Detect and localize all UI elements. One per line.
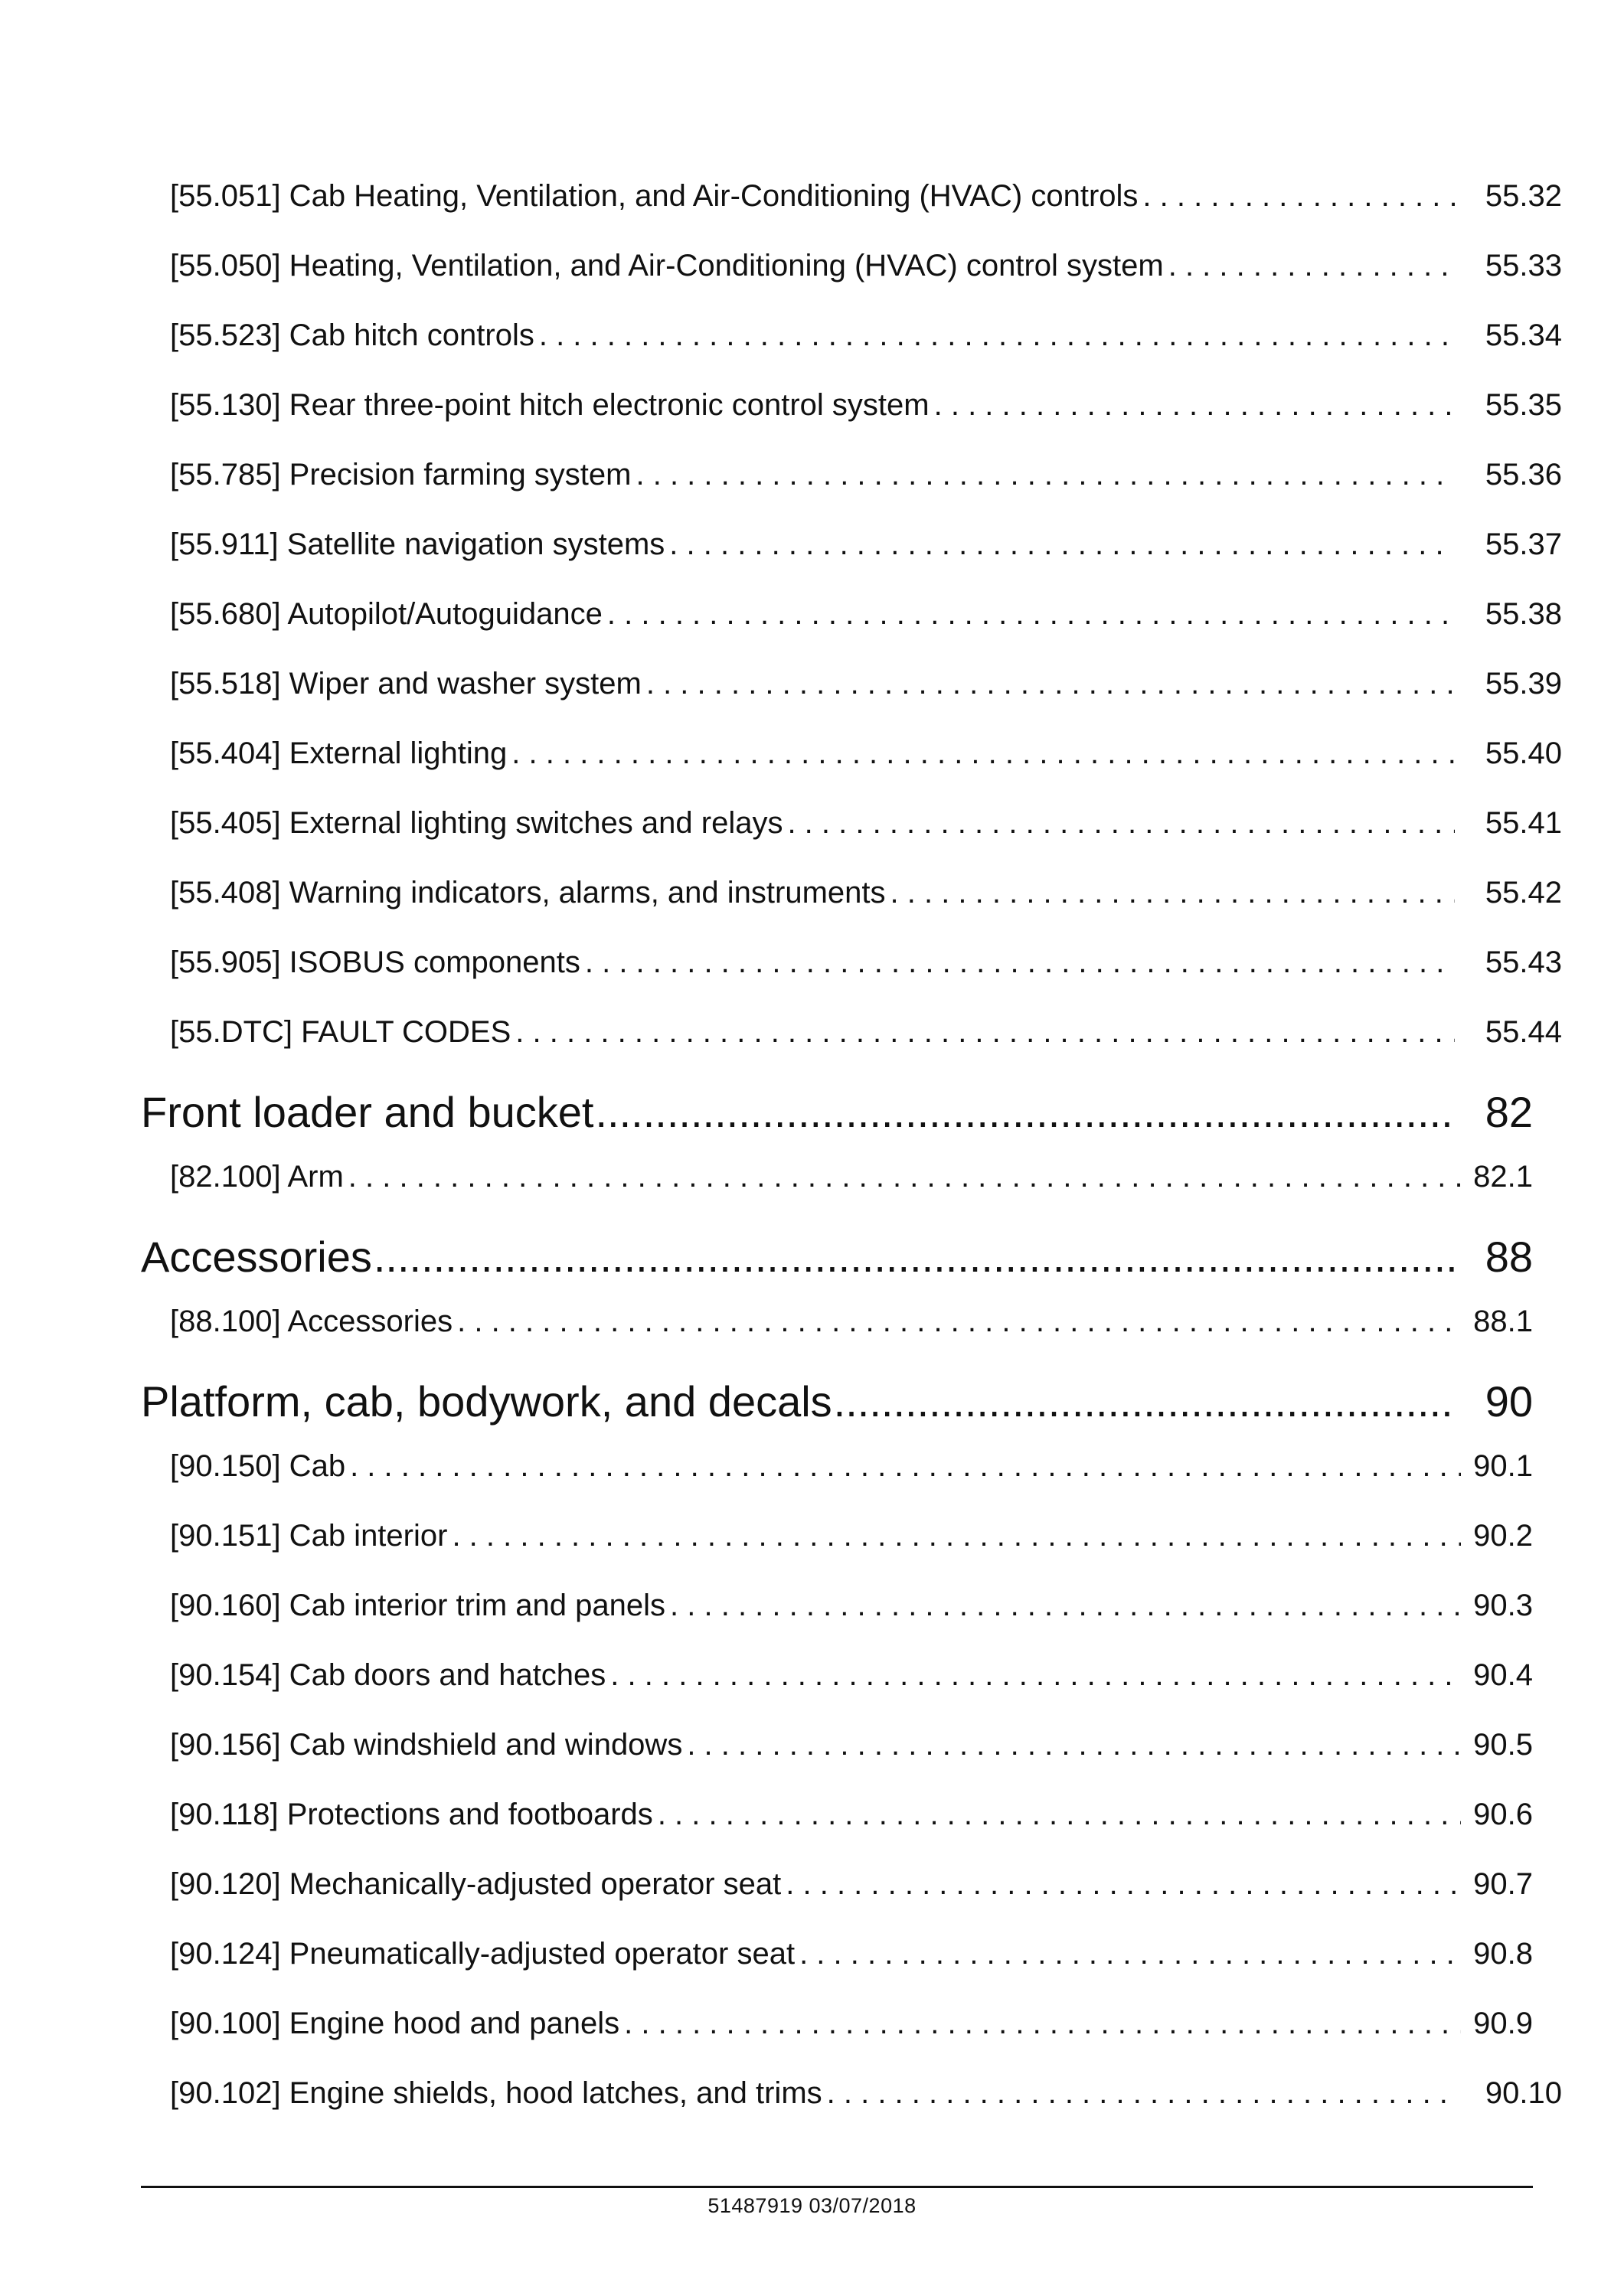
dot-leader xyxy=(890,868,1455,917)
toc-subsection-entry[interactable] xyxy=(170,520,1562,590)
toc-entry-title: [55.785] Precision farming system xyxy=(170,458,632,492)
toc-entry-title: [55.518] Wiper and washer system xyxy=(170,667,642,701)
footer-document-id: 51487919 03/07/2018 xyxy=(707,2194,917,2217)
toc-subsection-entry[interactable] xyxy=(170,1999,1533,2069)
toc-subsection-entry[interactable] xyxy=(170,1720,1533,1790)
toc-subsection-entry[interactable] xyxy=(170,1511,1533,1581)
dot-leader xyxy=(350,1442,1461,1491)
dot-leader xyxy=(595,1079,1455,1146)
toc-page-number: 90.9 xyxy=(1473,2007,1533,2040)
toc-subsection-entry[interactable] xyxy=(170,868,1562,938)
toc-entry-title: [90.156] Cab windshield and windows xyxy=(170,1728,683,1762)
toc-entry-title: [55.680] Autopilot/Autoguidance xyxy=(170,597,603,631)
toc-entry-title: [55.050] Heating, Ventilation, and Air-Conditioning (HVAC) control system xyxy=(170,249,1164,283)
toc-entry-title: [90.150] Cab xyxy=(170,1449,346,1483)
toc-entry-title: [90.100] Engine hood and panels xyxy=(170,2007,620,2040)
toc-page-number: 90.6 xyxy=(1473,1798,1533,1831)
toc-entry-title: [90.160] Cab interior trim and panels xyxy=(170,1589,666,1622)
toc-section-entry[interactable] xyxy=(141,1079,1533,1152)
dot-leader xyxy=(786,1860,1461,1909)
toc-entry-title: [88.100] Accessories xyxy=(170,1305,453,1338)
dot-leader xyxy=(669,520,1455,569)
toc-subsection-entry[interactable] xyxy=(170,450,1562,520)
toc-entry-title: [90.120] Mechanically-adjusted operator seat xyxy=(170,1867,782,1901)
toc-page-number: 55.36 xyxy=(1485,458,1562,492)
toc-entry-title: [55.404] External lighting xyxy=(170,736,508,770)
toc-entry-title: Platform, cab, bodywork, and decals xyxy=(141,1377,832,1426)
toc-entry-title: [90.151] Cab interior xyxy=(170,1519,448,1553)
toc-entry-title: [90.154] Cab doors and hatches xyxy=(170,1658,606,1692)
dot-leader xyxy=(607,590,1455,639)
toc-subsection-entry[interactable] xyxy=(170,1651,1533,1720)
toc-entry-title: Front loader and bucket xyxy=(141,1088,594,1136)
dot-leader xyxy=(457,1297,1461,1346)
dot-leader xyxy=(658,1790,1461,1839)
toc-entry-title: [90.124] Pneumatically-adjusted operator seat xyxy=(170,1937,796,1971)
dot-leader xyxy=(585,938,1455,987)
toc-page-number: 90.8 xyxy=(1473,1937,1533,1971)
toc-page-number: 55.38 xyxy=(1485,597,1562,631)
toc-subsection-entry[interactable] xyxy=(170,1297,1533,1367)
dot-leader xyxy=(452,1511,1461,1560)
toc-subsection-entry[interactable] xyxy=(170,1152,1533,1222)
footer-divider xyxy=(141,2186,1533,2188)
toc-subsection-entry[interactable] xyxy=(170,380,1562,450)
dot-leader xyxy=(1168,241,1455,290)
dot-leader xyxy=(799,1929,1461,1978)
table-of-contents xyxy=(141,171,1562,2138)
toc-page-number: 90.3 xyxy=(1473,1589,1533,1622)
dot-leader xyxy=(624,1999,1461,2048)
toc-subsection-entry[interactable] xyxy=(170,1929,1533,1999)
toc-page-number: 90.2 xyxy=(1473,1519,1533,1553)
toc-page-number: 90.1 xyxy=(1473,1449,1533,1483)
dot-leader xyxy=(511,729,1455,778)
dot-leader xyxy=(348,1152,1461,1201)
toc-subsection-entry[interactable] xyxy=(170,241,1562,311)
dot-leader xyxy=(687,1720,1461,1769)
toc-page-number: 82.1 xyxy=(1473,1160,1533,1194)
toc-page-number: 88.1 xyxy=(1473,1305,1533,1338)
dot-leader xyxy=(636,450,1455,499)
toc-section-entry[interactable] xyxy=(141,1368,1533,1442)
toc-page-number: 82 xyxy=(1485,1088,1533,1136)
toc-page-number: 55.41 xyxy=(1485,806,1562,840)
toc-subsection-entry[interactable] xyxy=(170,1008,1562,1077)
dot-leader xyxy=(670,1581,1461,1630)
toc-page-number: 90 xyxy=(1485,1377,1533,1426)
dot-leader xyxy=(539,311,1455,360)
dot-leader xyxy=(834,1368,1455,1435)
toc-subsection-entry[interactable] xyxy=(170,1860,1533,1929)
toc-entry-title: [82.100] Arm xyxy=(170,1160,344,1194)
toc-page-number: 90.5 xyxy=(1473,1728,1533,1762)
toc-subsection-entry[interactable] xyxy=(170,1442,1533,1511)
toc-section-entry[interactable] xyxy=(141,1223,1533,1297)
toc-subsection-entry[interactable] xyxy=(170,659,1562,729)
toc-entry-title: Accessories xyxy=(141,1233,372,1281)
toc-page-number: 55.33 xyxy=(1485,249,1562,283)
toc-page-number: 90.10 xyxy=(1485,2076,1562,2110)
toc-entry-title: [55.523] Cab hitch controls xyxy=(170,318,534,352)
toc-page-number: 90.4 xyxy=(1473,1658,1533,1692)
toc-entry-title: [55.911] Satellite navigation systems xyxy=(170,527,665,561)
toc-page-number: 55.44 xyxy=(1485,1015,1562,1049)
toc-entry-title: [55.051] Cab Heating, Ventilation, and Air-Conditioning (HVAC) controls xyxy=(170,179,1139,213)
toc-page-number: 55.35 xyxy=(1485,388,1562,422)
toc-subsection-entry[interactable] xyxy=(170,2069,1562,2138)
dot-leader xyxy=(646,659,1455,708)
toc-subsection-entry[interactable] xyxy=(170,1790,1533,1860)
toc-page-number: 55.37 xyxy=(1485,527,1562,561)
dot-leader xyxy=(827,2069,1455,2118)
dot-leader xyxy=(515,1008,1455,1057)
toc-entry-title: [55.405] External lighting switches and relays xyxy=(170,806,783,840)
toc-subsection-entry[interactable] xyxy=(170,1581,1533,1651)
toc-subsection-entry[interactable] xyxy=(170,171,1562,241)
toc-subsection-entry[interactable] xyxy=(170,590,1562,659)
toc-entry-title: [55.DTC] FAULT CODES xyxy=(170,1015,511,1049)
toc-entry-title: [55.905] ISOBUS components xyxy=(170,946,580,979)
dot-leader xyxy=(1142,171,1455,220)
toc-page-number: 55.43 xyxy=(1485,946,1562,979)
toc-entry-title: [55.408] Warning indicators, alarms, and instruments xyxy=(170,876,886,910)
toc-entry-title: [90.118] Protections and footboards xyxy=(170,1798,653,1831)
dot-leader xyxy=(934,380,1455,429)
toc-subsection-entry[interactable] xyxy=(170,938,1562,1008)
toc-page-number: 55.34 xyxy=(1485,318,1562,352)
dot-leader xyxy=(787,799,1455,848)
toc-page-number: 90.7 xyxy=(1473,1867,1533,1901)
toc-subsection-entry[interactable] xyxy=(170,799,1562,868)
dot-leader xyxy=(374,1223,1455,1291)
toc-page-number: 88 xyxy=(1485,1233,1533,1281)
toc-page-number: 55.42 xyxy=(1485,876,1562,910)
toc-subsection-entry[interactable] xyxy=(170,729,1562,799)
dot-leader xyxy=(610,1651,1461,1700)
toc-page-number: 55.40 xyxy=(1485,736,1562,770)
toc-entry-title: [55.130] Rear three-point hitch electronic control system xyxy=(170,388,930,422)
toc-entry-title: [90.102] Engine shields, hood latches, and trims xyxy=(170,2076,822,2110)
toc-page-number: 55.32 xyxy=(1485,179,1562,213)
toc-page-number: 55.39 xyxy=(1485,667,1562,701)
toc-subsection-entry[interactable] xyxy=(170,311,1562,380)
